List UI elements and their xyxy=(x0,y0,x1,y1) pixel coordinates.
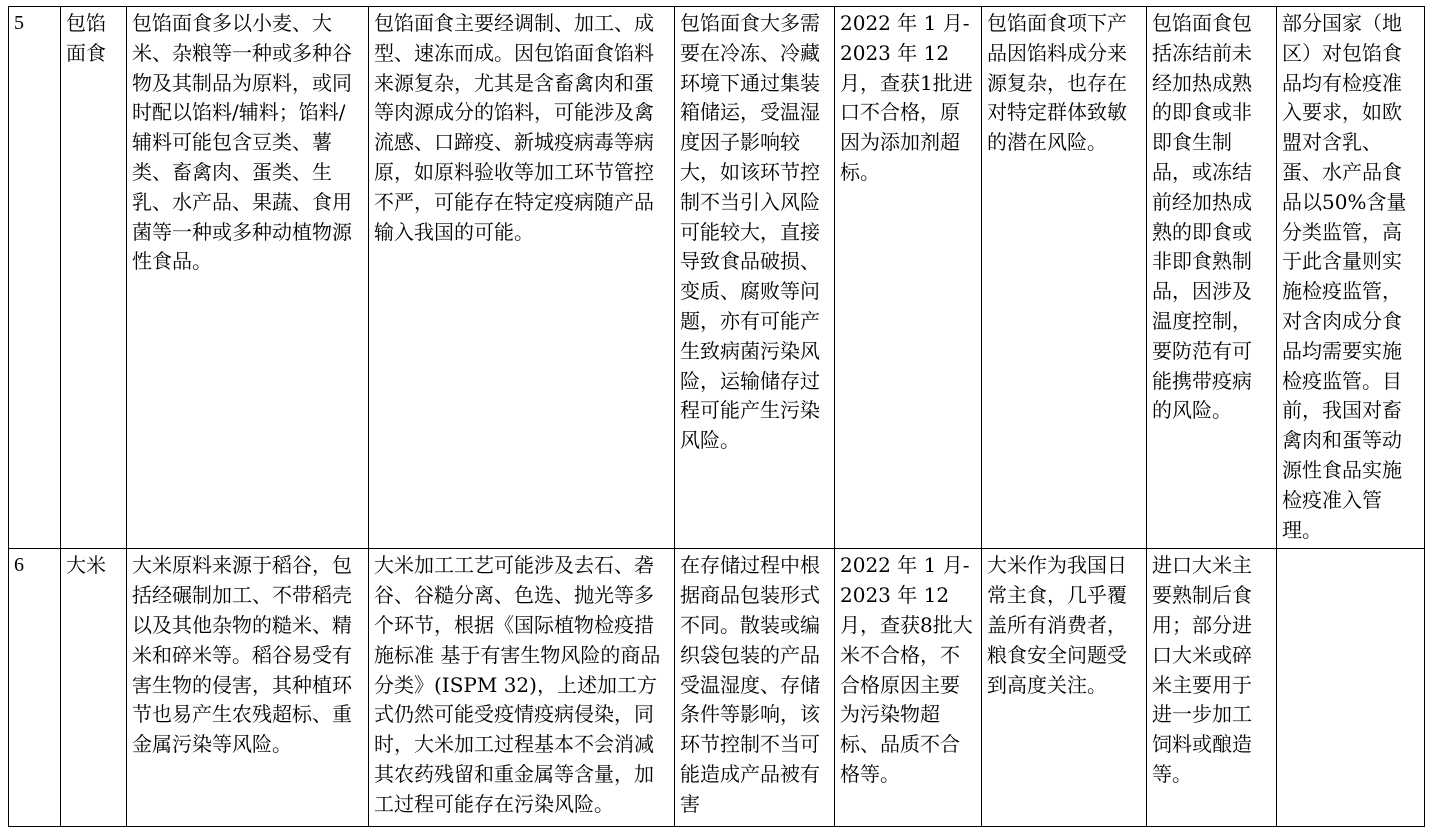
regulatory-note xyxy=(1277,549,1425,827)
regulatory-note: 部分国家（地区）对包馅食品均有检疫准入要求，如欧盟对含乳、蛋、水产品食品以50%含量分类监管，高于此含量则实施检疫监管，对含肉成分食品均需要实施检疫监管。目前，我国对畜禽肉和蛋等动源性食品实施检疫准入管理。 xyxy=(1277,7,1425,549)
inspection-record: 2022 年 1 月-2023 年 12月，查获1批进口不合格，原因为添加剂超标。 xyxy=(835,7,982,549)
product-description: 包馅面食多以小麦、大米、杂粮等一种或多种谷物及其制品为原料，或同时配以馅料/辅料；馅料/辅料可能包含豆类、薯类、畜禽肉、蛋类、生乳、水产品、果蔬、食用菌等一种或多种动植物源性食品。 xyxy=(127,7,369,549)
scope-note: 进口大米主要熟制后食用；部分进口大米或碎米主要用于进一步加工饲料或酿造等。 xyxy=(1147,549,1277,827)
table-row xyxy=(9,549,1425,827)
row-number: 5 xyxy=(9,7,61,549)
consumer-risk: 大米作为我国日常主食，几乎覆盖所有消费者，粮食安全问题受到高度关注。 xyxy=(982,549,1147,827)
storage-transport-risk: 包馅面食大多需要在冷冻、冷藏环境下通过集装箱储运，受温湿度因子影响较大，如该环节控制不当引入风险可能较大，直接导致食品破损、变质、腐败等问题，亦有可能产生致病菌污染风险，运输储存过程可能产生污染风险。 xyxy=(675,7,835,549)
processing-risk: 包馅面食主要经调制、加工、成型、速冻而成。因包馅面食馅料来源复杂，尤其是含畜禽肉和蛋等肉源成分的馅料，可能涉及禽流感、口蹄疫、新城疫病毒等病原，如原料验收等加工环节管控不严，可能存在特定疫病随产品输入我国的可能。 xyxy=(369,7,675,549)
product-name: 大米 xyxy=(61,549,127,827)
scope-note: 包馅面食包括冻结前未经加热成熟的即食或非即食生制品，或冻结前经加热成熟的即食或非即食熟制品，因涉及温度控制，要防范有可能携带疫病的风险。 xyxy=(1147,7,1277,549)
product-name: 包馅面食 xyxy=(61,7,127,549)
consumer-risk: 包馅面食项下产品因馅料成分来源复杂，也存在对特定群体致敏的潜在风险。 xyxy=(982,7,1147,549)
inspection-record: 2022 年 1 月-2023 年 12月，查获8批大米不合格，不合格原因主要为污染物超标、品质不合格等。 xyxy=(835,549,982,827)
storage-transport-risk: 在存储过程中根据商品包装形式不同。散装或编织袋包装的产品受温湿度、存储条件等影响，该环节控制不当可能造成产品被有害 xyxy=(675,549,835,827)
table-row xyxy=(9,7,1425,549)
risk-assessment-table xyxy=(8,6,1425,827)
row-number: 6 xyxy=(9,549,61,827)
product-description: 大米原料来源于稻谷，包括经碾制加工、不带稻壳以及其他杂物的糙米、精米和碎米等。稻谷易受有害生物的侵害，其种植环节也易产生农残超标、重金属污染等风险。 xyxy=(127,549,369,827)
processing-risk: 大米加工工艺可能涉及去石、砻谷、谷糙分离、色选、抛光等多个环节，根据《国际植物检疫措施标准 基于有害生物风险的商品分类》(ISPM 32)，上述加工方式仍然可能受疫情疫病侵染，同时，大米加工过程基本不会消减其农药残留和重金属等含量，加工过程可能存在污染风险。 xyxy=(369,549,675,827)
